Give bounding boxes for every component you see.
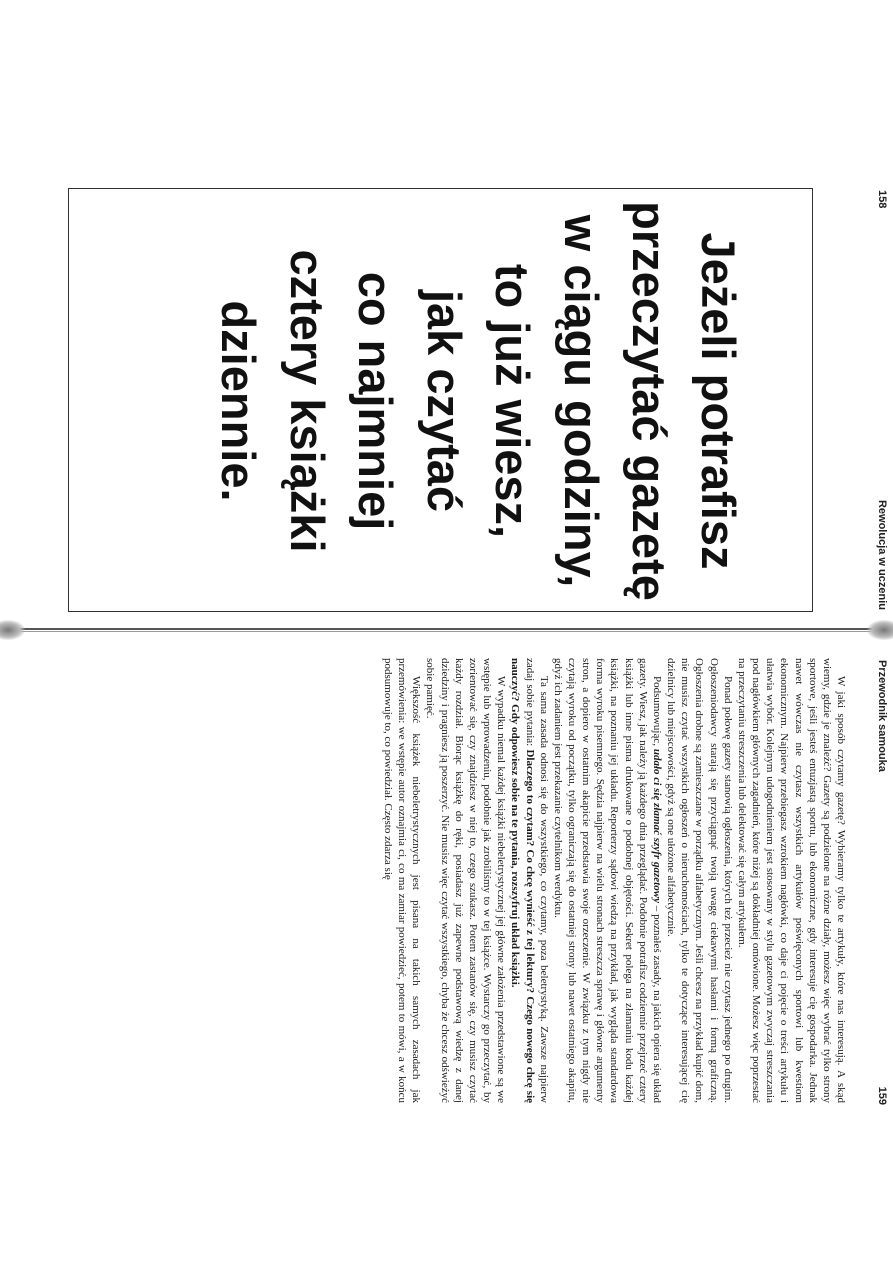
pull-quote-line: w ciągu godziny, (555, 214, 608, 588)
text-span: Ta sama zasada odnosi się do wszystkiego, co czytamy, poza beletrystyką. Zawsze najpierw zadaj sobie pytania: (523, 658, 550, 1103)
paragraph: W jaki sposób czytamy gazetę? Wybieramy tylko te artykuły, które nas interesują. A skąd wiemy, gdzie je znaleźć? Gazety są podzielone na różne działy, możesz więc wybrać tylko strony sportowe, jeśli jesteś entuzjastą sportu, lub ekonomiczne, gdy interesuje cię gospodarka. Jednak nawet wówczas nie czytasz wszystkich artykułów poświęconych sportowi lub kwestiom ekonomicznym. Najpierw przebiegasz wzrokiem nagłówki, co daje ci pojęcie o treści artykułu i ułatwia wybór. Kolejnym udogodnieniem jest stosowany w stylu gazetowym zwyczaj streszczania pod nagłówkiem głównych zagadnień, które niżej są dokładniej omówione. Możesz więc poprzestać na przeczytaniu streszczenia lub delektować się całym artykułem. (735, 658, 847, 1103)
pull-quote-line: cztery książki (281, 249, 334, 553)
pull-quote-line: jak czytać (418, 289, 471, 513)
paragraph (508, 658, 550, 1103)
gutter-shadow (0, 628, 893, 630)
left-page-header (876, 190, 888, 610)
text-span: Podsumowując, (650, 676, 663, 746)
page-number-right: 159 (876, 1086, 888, 1105)
page-number-left: 158 (876, 190, 888, 209)
pull-quote-box (68, 188, 813, 612)
body-text (3, 658, 848, 1103)
pull-quote-line: co najmniej (349, 271, 403, 531)
question-text: Czego nowego chcę się nauczyć? Gdy odpowiesz sobie na te pytania, rozszyfruj układ książki. (509, 658, 536, 1104)
emphasis-text: udało ci się złamać szyfr gazetowy (650, 748, 663, 903)
paragraph: Większość książek niebeletrystycznych jest pisana na takich samych zasadach jak przemówienia: we wstępie autor oznajmia ci, co ma zamiar powiedzieć, potem to mówi, a w końcu podsumowuje to, co powiedział. Często zdarza się (382, 658, 423, 1103)
question-text: Dlaczego to czytam? (523, 749, 536, 847)
pull-quote-line: Jeżeli potrafisz (692, 232, 745, 570)
right-page-header (876, 660, 888, 1105)
question-text: Co chcę wynieść z tej lektury? (523, 849, 536, 994)
gutter-edge (0, 631, 893, 632)
running-head-left: Rewolucja w uczeniu (876, 499, 888, 610)
paragraph (551, 658, 664, 1103)
pull-quote-line: dziennie. (212, 300, 266, 502)
right-page (0, 633, 893, 1263)
text-span: – poznałeś zasady, na jakich opiera się układ gazety. Wiesz, jak należy ją każdego dnia przeglądać. Podobnie potrafisz codziennie przejrzeć cztery książki lub inne pisma drukowane o podobnej objętości. Sekret polega na złamaniu kodu każdej książki, na poznaniu jej układu. Reporterzy sądowi wiedzą na przykład, jak wygląda standardowa forma wyroku pisemnego. Sędzia najpierw na wielu stronach streszcza sprawę i główne argumenty stron, a dopiero w ostatnim akapicie przedstawia swoje orzeczenie. W związku z tym nigdy nie czytają wyroku od początku, tylko ograniczają się do ostatniej strony lub nawet ostatniego akapitu, gdyż ich zadaniem jest przekazanie czytelnikom werdyktu. (551, 658, 663, 1104)
running-head-right: Przewodnik samouka (876, 660, 888, 772)
left-page (0, 0, 893, 630)
paragraph: W wypadku niemal każdej książki niebeletrystycznej jej główne założenia przedstawione są we wstępie lub wprowadzeniu, podobnie jak zrobiliśmy to w tej książce. Wystarczy go przeczytać, by zorientować się, czy znajdziesz w niej to, czego szukasz. Potem zastanów się, czy musisz czytać każdy rozdział. Biorąc książkę do ręki, posiadasz już zapewne podstawową wiedzę z danej dziedziny i pragniesz ją poszerzyć. Nie musisz więc czytać wszystkiego, chyba że chcesz odświeżyć sobie pamięć. (424, 658, 508, 1103)
paragraph: Ponad połowę gazety stanowią ogłoszenia, których też przecież nie czytasz jednego po drugim. Ogłoszeniodawcy starają się przyciągnąć twoją uwagę ciekawymi hasłami i formą graficzną. Ogłoszenia drobne są zamieszczane w porządku alfabetycznym. Jeśli chcesz na przykład kupić dom, nie musisz czytać wszystkich ogłoszeń o nieruchomościach, tylko te dotyczące interesującej cię dzielnicy lub miejscowości, gdyż są one ułożone alfabetycznie. (665, 658, 734, 1103)
pull-quote-text (204, 189, 752, 613)
pull-quote-line: to już wiesz, (486, 263, 540, 539)
pull-quote-line: przeczytać gazetę (623, 201, 677, 601)
